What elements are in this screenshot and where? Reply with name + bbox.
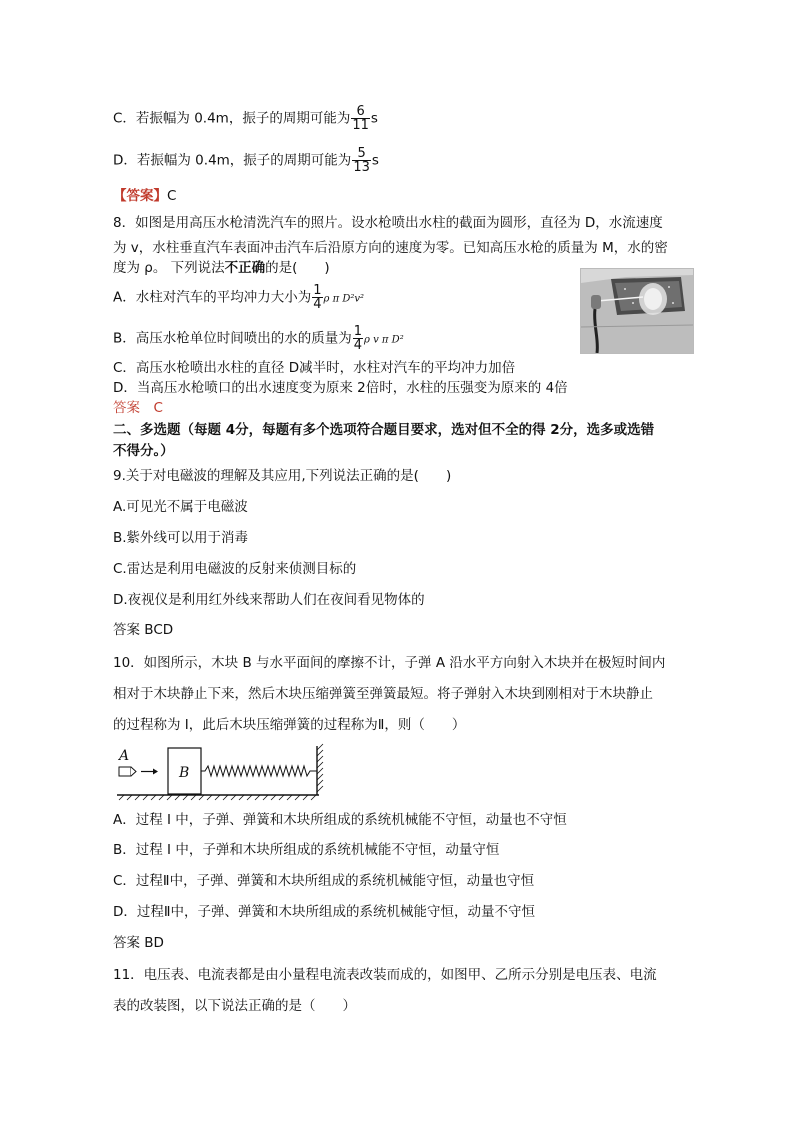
q7-d-fraction: $\frac{5}{13}$ [353,146,370,175]
q10-stem-line2: 相对于木块静止下来，然后木块压缩弹簧至弹簧最短。将子弹射入木块到刚相对于木块静止 [113,686,653,702]
spring [201,766,317,776]
q8-stem-line3: 度为 ρ。 下列说法不正确的是( ) [113,260,330,276]
q9-option-a: A.可见光不属于电磁波 [113,499,248,515]
car-wash-photo [580,268,694,354]
q8-b-fraction: $\frac{1}{4}$ [353,324,363,353]
q10-option-b: B．过程 I 中，子弹和木块所组成的系统机械能不守恒，动量守恒 [113,842,500,858]
q8-option-a: A．水柱对汽车的平均冲力大小为 $\frac{1}{4}$ ρ π D²v² [113,283,365,312]
q9-option-c: C.雷达是利用电磁波的反射来侦测目标的 [113,561,357,577]
section2-heading-line1: 二、多选题（每题 4分，每题有多个选项符合题目要求，选对但不全的得 2分，选多或选错 [113,422,655,438]
block-label: B [179,765,190,781]
q8-option-d: D．当高压水枪喷口的出水速度变为原来 2倍时，水柱的压强变为原来的 4倍 [113,380,568,396]
q9-option-d: D.夜视仪是利用红外线来帮助人们在夜间看见物体的 [113,592,425,608]
bullet-label: A [119,748,130,764]
q10-option-d: D．过程Ⅱ中，子弹、弹簧和木块所组成的系统机械能守恒，动量不守恒 [113,904,536,920]
q8-option-c: C．高压水枪喷出水柱的直径 D减半时，水柱对汽车的平均冲力加倍 [113,360,516,376]
q9-option-b: B.紫外线可以用于消毒 [113,530,249,546]
bullet-block-spring-diagram [113,742,333,802]
q7-c-fraction: $\frac{6}{11}$ [352,104,369,133]
q9-stem: 9.关于对电磁波的理解及其应用,下列说法正确的是( ) [113,468,452,484]
q7-option-d: D．若振幅为 0.4m，振子的周期可能为 $\frac{5}{13}$ s [113,146,379,175]
bullet-shape [119,767,131,776]
q10-option-c: C．过程Ⅱ中，子弹、弹簧和木块所组成的系统机械能守恒，动量也守恒 [113,873,535,889]
q10-stem-line3: 的过程称为 I，此后木块压缩弹簧的过程称为Ⅱ，则（ ） [113,717,466,733]
q10-stem-line1: 10．如图所示，木块 B 与水平面间的摩擦不计，子弹 A 沿水平方向射入木块并在极短时间内 [113,655,666,671]
q7-option-c: C．若振幅为 0.4m，振子的周期可能为 $\frac{6}{11}$ s [113,104,378,133]
section2-heading-line2: 不得分。） [113,443,174,459]
q8-answer: 答案 C [113,400,163,416]
q10-option-a: A．过程 I 中，子弹、弹簧和木块所组成的系统机械能不守恒，动量也不守恒 [113,812,567,828]
q11-stem-line1: 11．电压表、电流表都是由小量程电流表改装而成的，如图甲、乙所示分别是电压表、电流 [113,967,657,983]
q8-stem-line1: 8．如图是用高压水枪清洗汽车的照片。设水枪喷出水柱的截面为圆形，直径为 D，水流速度 [113,215,663,231]
q8-option-b: B．高压水枪单位时间喷出的水的质量为 $\frac{1}{4}$ ρ v π D² [113,324,404,353]
q10-answer: 答案 BD [113,935,164,951]
q11-stem-line2: 表的改装图，以下说法正确的是（ ） [113,998,356,1014]
q8-stem-line2: 为 v，水柱垂直汽车表面冲击汽车后沿原方向的速度为零。已知高压水枪的质量为 M，水的密 [113,240,668,256]
q8-a-fraction: $\frac{1}{4}$ [313,283,322,312]
q9-answer: 答案 BCD [113,622,174,638]
q7-answer: 【答案】C [113,188,177,204]
